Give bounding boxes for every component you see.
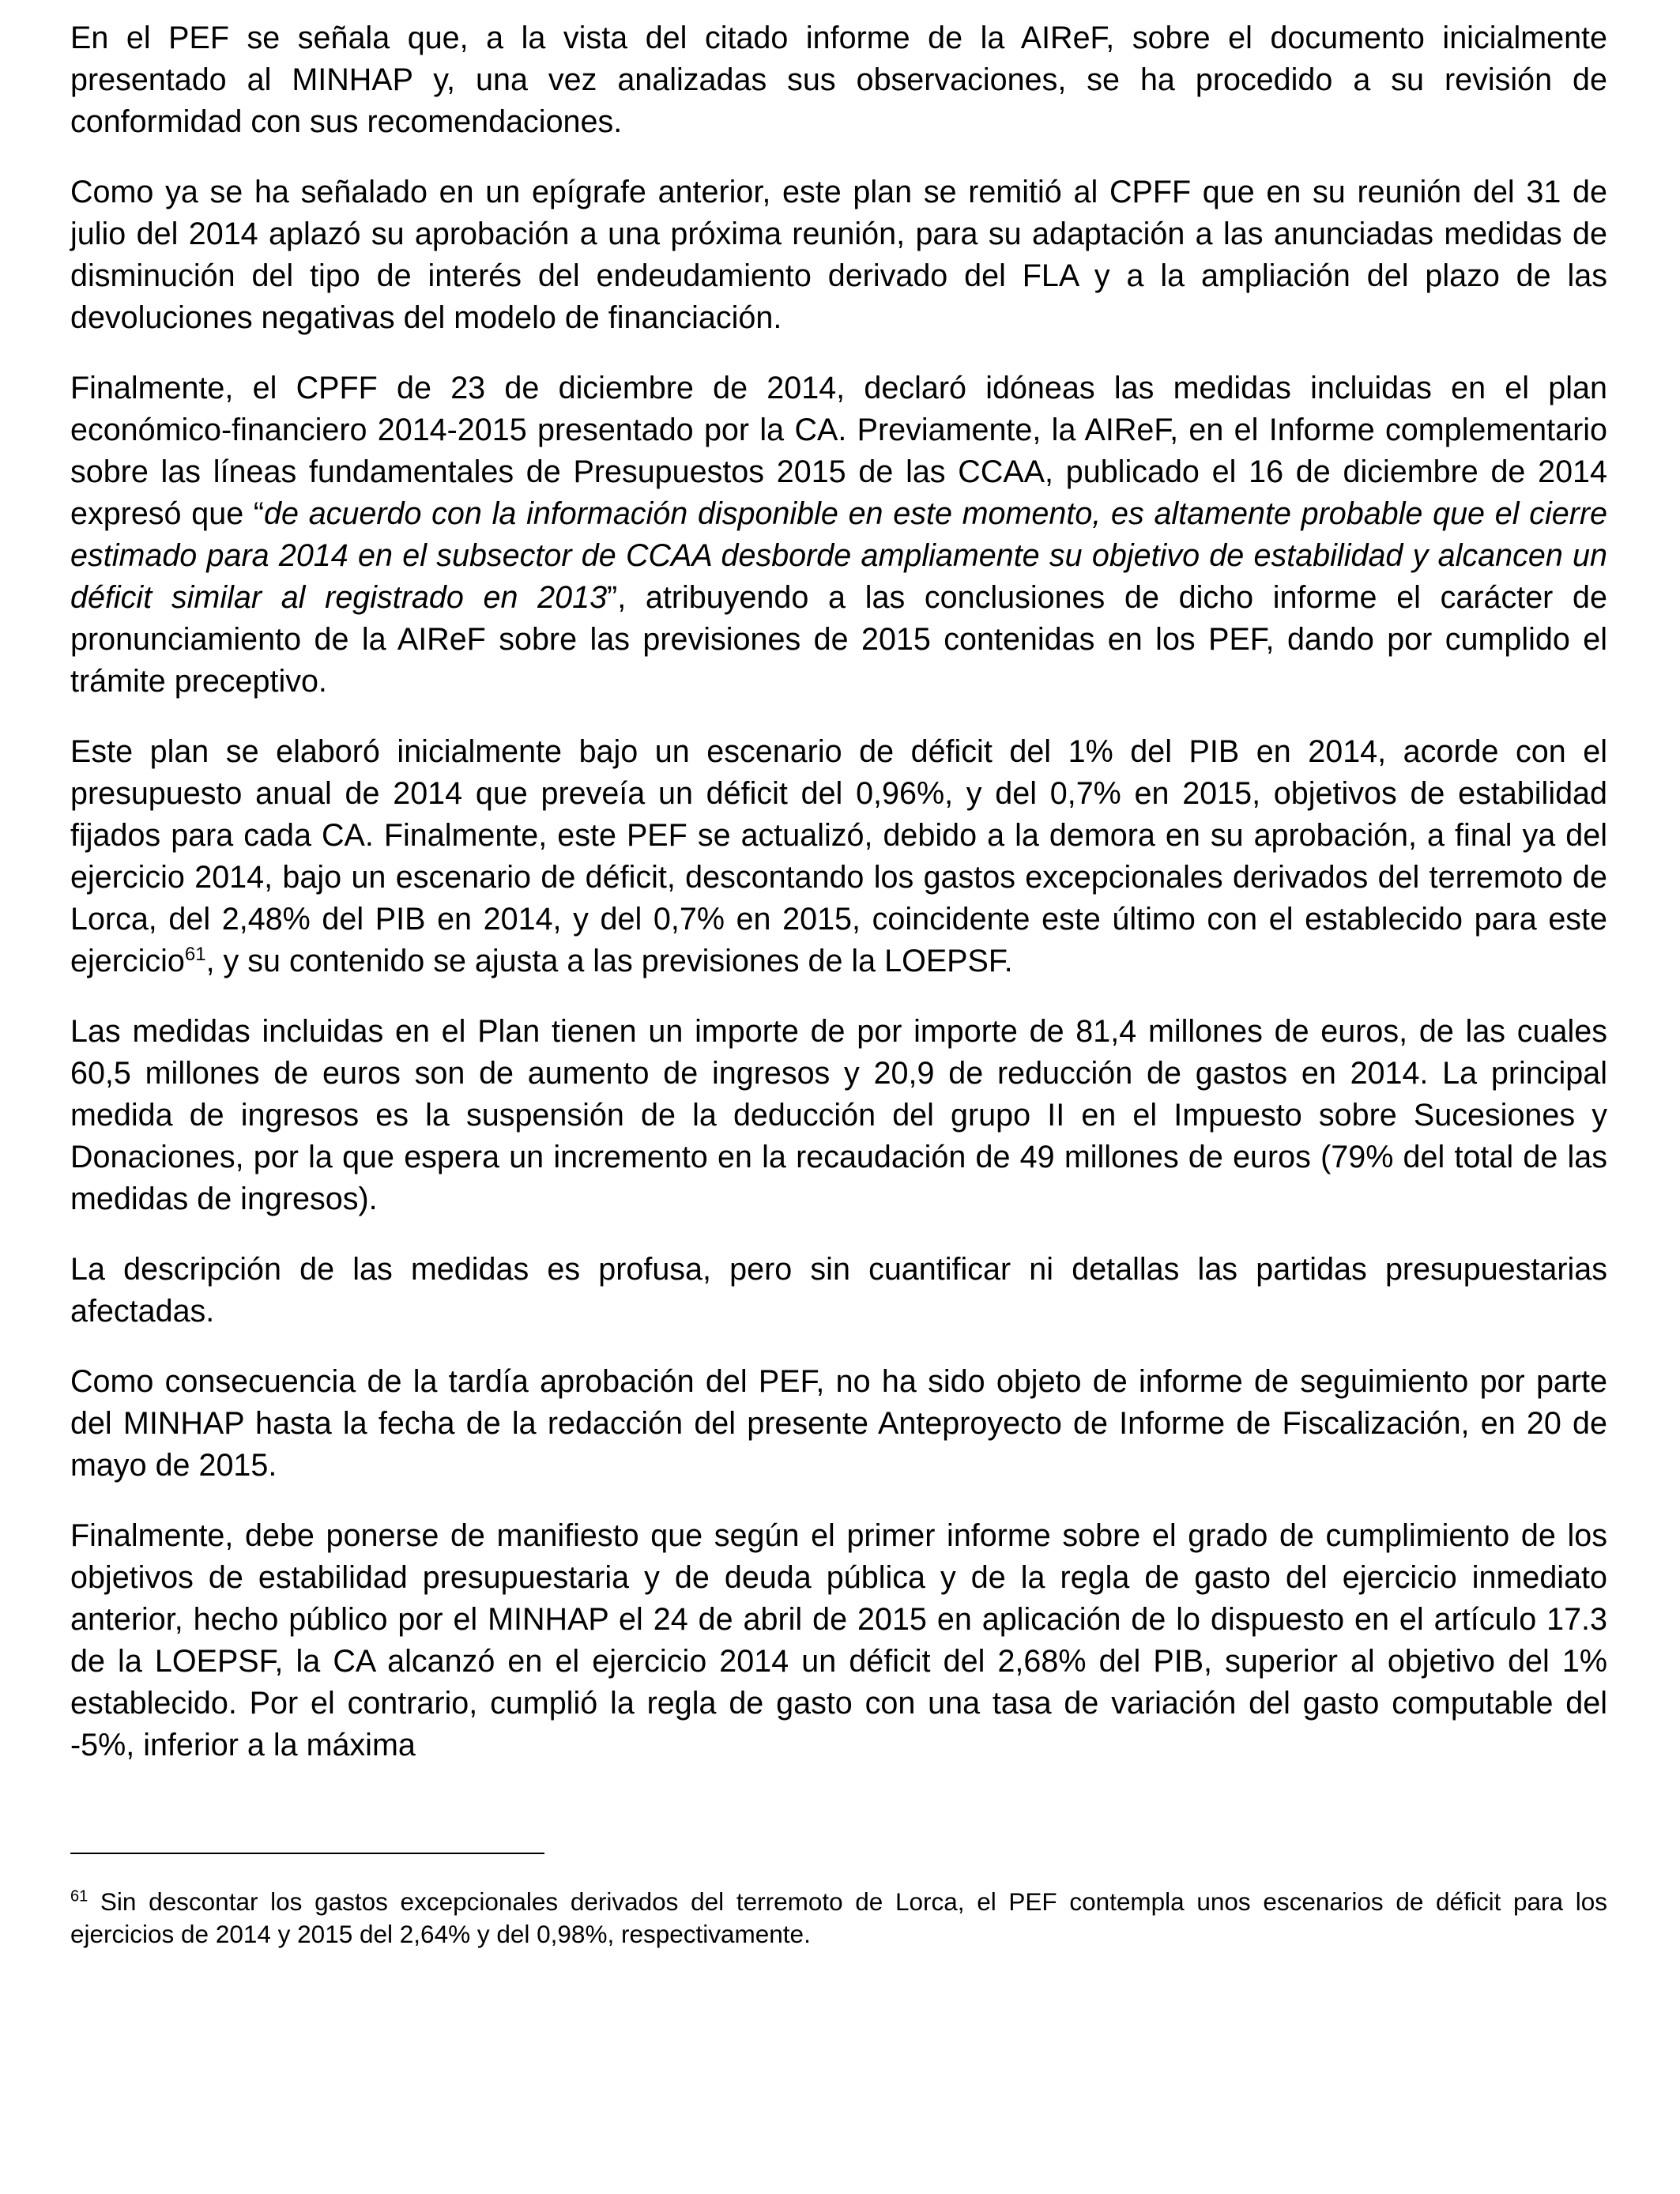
paragraph-cpff-meeting: Como ya se ha señalado en un epígrafe anterior, este plan se remitió al CPFF que en su reunión del 31 de julio del 2014 aplazó su aprobación a una próxima reunión, para su adaptación a las anunciadas medidas de disminución del tipo de interés del endeudamiento derivado del FLA y a la ampliación del plazo de las devoluciones negativas del modelo de financiación. <box>70 175 1607 335</box>
paragraph-text: Este plan se elaboró inicialmente bajo un escenario de déficit del 1% del PIB en 2014, acorde con el presupuesto anual de 2014 que preveía un déficit del 0,96%, y del 0,7% en 2015, objetivos de estabilidad fijados para cada CA. Finalmente, este PEF se actualizó, debido a la demora en su aprobación, a final ya del ejercicio 2014, bajo un escenario de déficit, descontando los gastos excepcionales derivados del terremoto de Lorca, del 2,48% del PIB en 2014, y del 0,7% en 2015, coincidente este último con el establecido para este ejercicio <box>70 734 1607 978</box>
footnote-text: Sin descontar los gastos excepcionales derivados del terremoto de Lorca, el PEF contempla unos escenarios de déficit para los ejercicios de 2014 y 2015 del 2,64% y del 0,98%, respectivamente. <box>70 1887 1607 1948</box>
paragraph-text: ”, atribuyendo a las conclusiones de dicho informe el carácter de pronunciamiento de la AIReF sobre las previsiones de 2015 contenidas en los PEF, dando por cumplido el trámite preceptivo. <box>70 580 1607 699</box>
paragraph-compliance: Finalmente, debe ponerse de manifiesto que según el primer informe sobre el grado de cumplimiento de los objetivos de estabilidad presupuestaria y de deuda pública y de la regla de gasto del ejercicio inmediato anterior, hecho público por el MINHAP el 24 de abril de 2015 en aplicación de lo dispuesto en el artículo 17.3 de la LOEPSF, la CA alcanzó en el ejercicio 2014 un déficit del 2,68% del PIB, superior al objetivo del 1% establecido. Por el contrario, cumplió la regla de gasto con una tasa de variación del gasto computable del -5%, inferior a la máxima <box>70 1518 1607 1762</box>
airef-quote: de acuerdo con la información disponible en este momento, es altamente probable que el cierre estimado para 2014 en el subsector de CCAA desborde ampliamente su objetivo de estabilidad y alcancen un déficit similar al registrado en 2013 <box>70 496 1607 615</box>
paragraph-follow-up: Como consecuencia de la tardía aprobación del PEF, no ha sido objeto de informe de seguimiento por parte del MINHAP hasta la fecha de la redacción del presente Anteproyecto de Informe de Fiscalización, en 20 de mayo de 2015. <box>70 1364 1607 1483</box>
footnote-reference[interactable]: 61 <box>184 943 206 965</box>
footnote-number: 61 <box>70 1887 89 1906</box>
footnote-separator <box>70 1853 544 1854</box>
footnote <box>70 1886 1607 1951</box>
paragraph-deficit-scenario <box>70 731 1607 982</box>
paragraph-text: , y su contenido se ajusta a las previsiones de la LOEPSF. <box>205 944 1013 978</box>
document-body <box>70 17 1607 1766</box>
paragraph-measures-amount: Las medidas incluidas en el Plan tienen un importe de por importe de 81,4 millones de euros, de las cuales 60,5 millones de euros son de aumento de ingresos y 20,9 de reducción de gastos en 2014. La principal medida de ingresos es la suspensión de la deducción del grupo II en el Impuesto sobre Sucesiones y Donaciones, por la que espera un incremento en la recaudación de 49 millones de euros (79% del total de las medidas de ingresos). <box>70 1014 1607 1216</box>
paragraph-text: Finalmente, el CPFF de 23 de diciembre de 2014, declaró idóneas las medidas incluidas en el plan económico-financiero 2014-2015 presentado por la CA. Previamente, la AIReF, en el Informe complementario sobre las líneas fundamentales de Presupuestos 2015 de las CCAA, publicado el 16 de diciembre de 2014 expresó que “ <box>70 371 1607 531</box>
paragraph-cpff-approval <box>70 368 1607 703</box>
paragraph-pef-revision: En el PEF se señala que, a la vista del citado informe de la AIReF, sobre el documento inicialmente presentado al MINHAP y, una vez analizadas sus observaciones, se ha procedido a su revisión de conformidad con sus recomendaciones. <box>70 21 1607 139</box>
paragraph-measures-description: La descripción de las medidas es profusa, pero sin cuantificar ni detallas las partidas presupuestarias afectadas. <box>70 1252 1607 1329</box>
